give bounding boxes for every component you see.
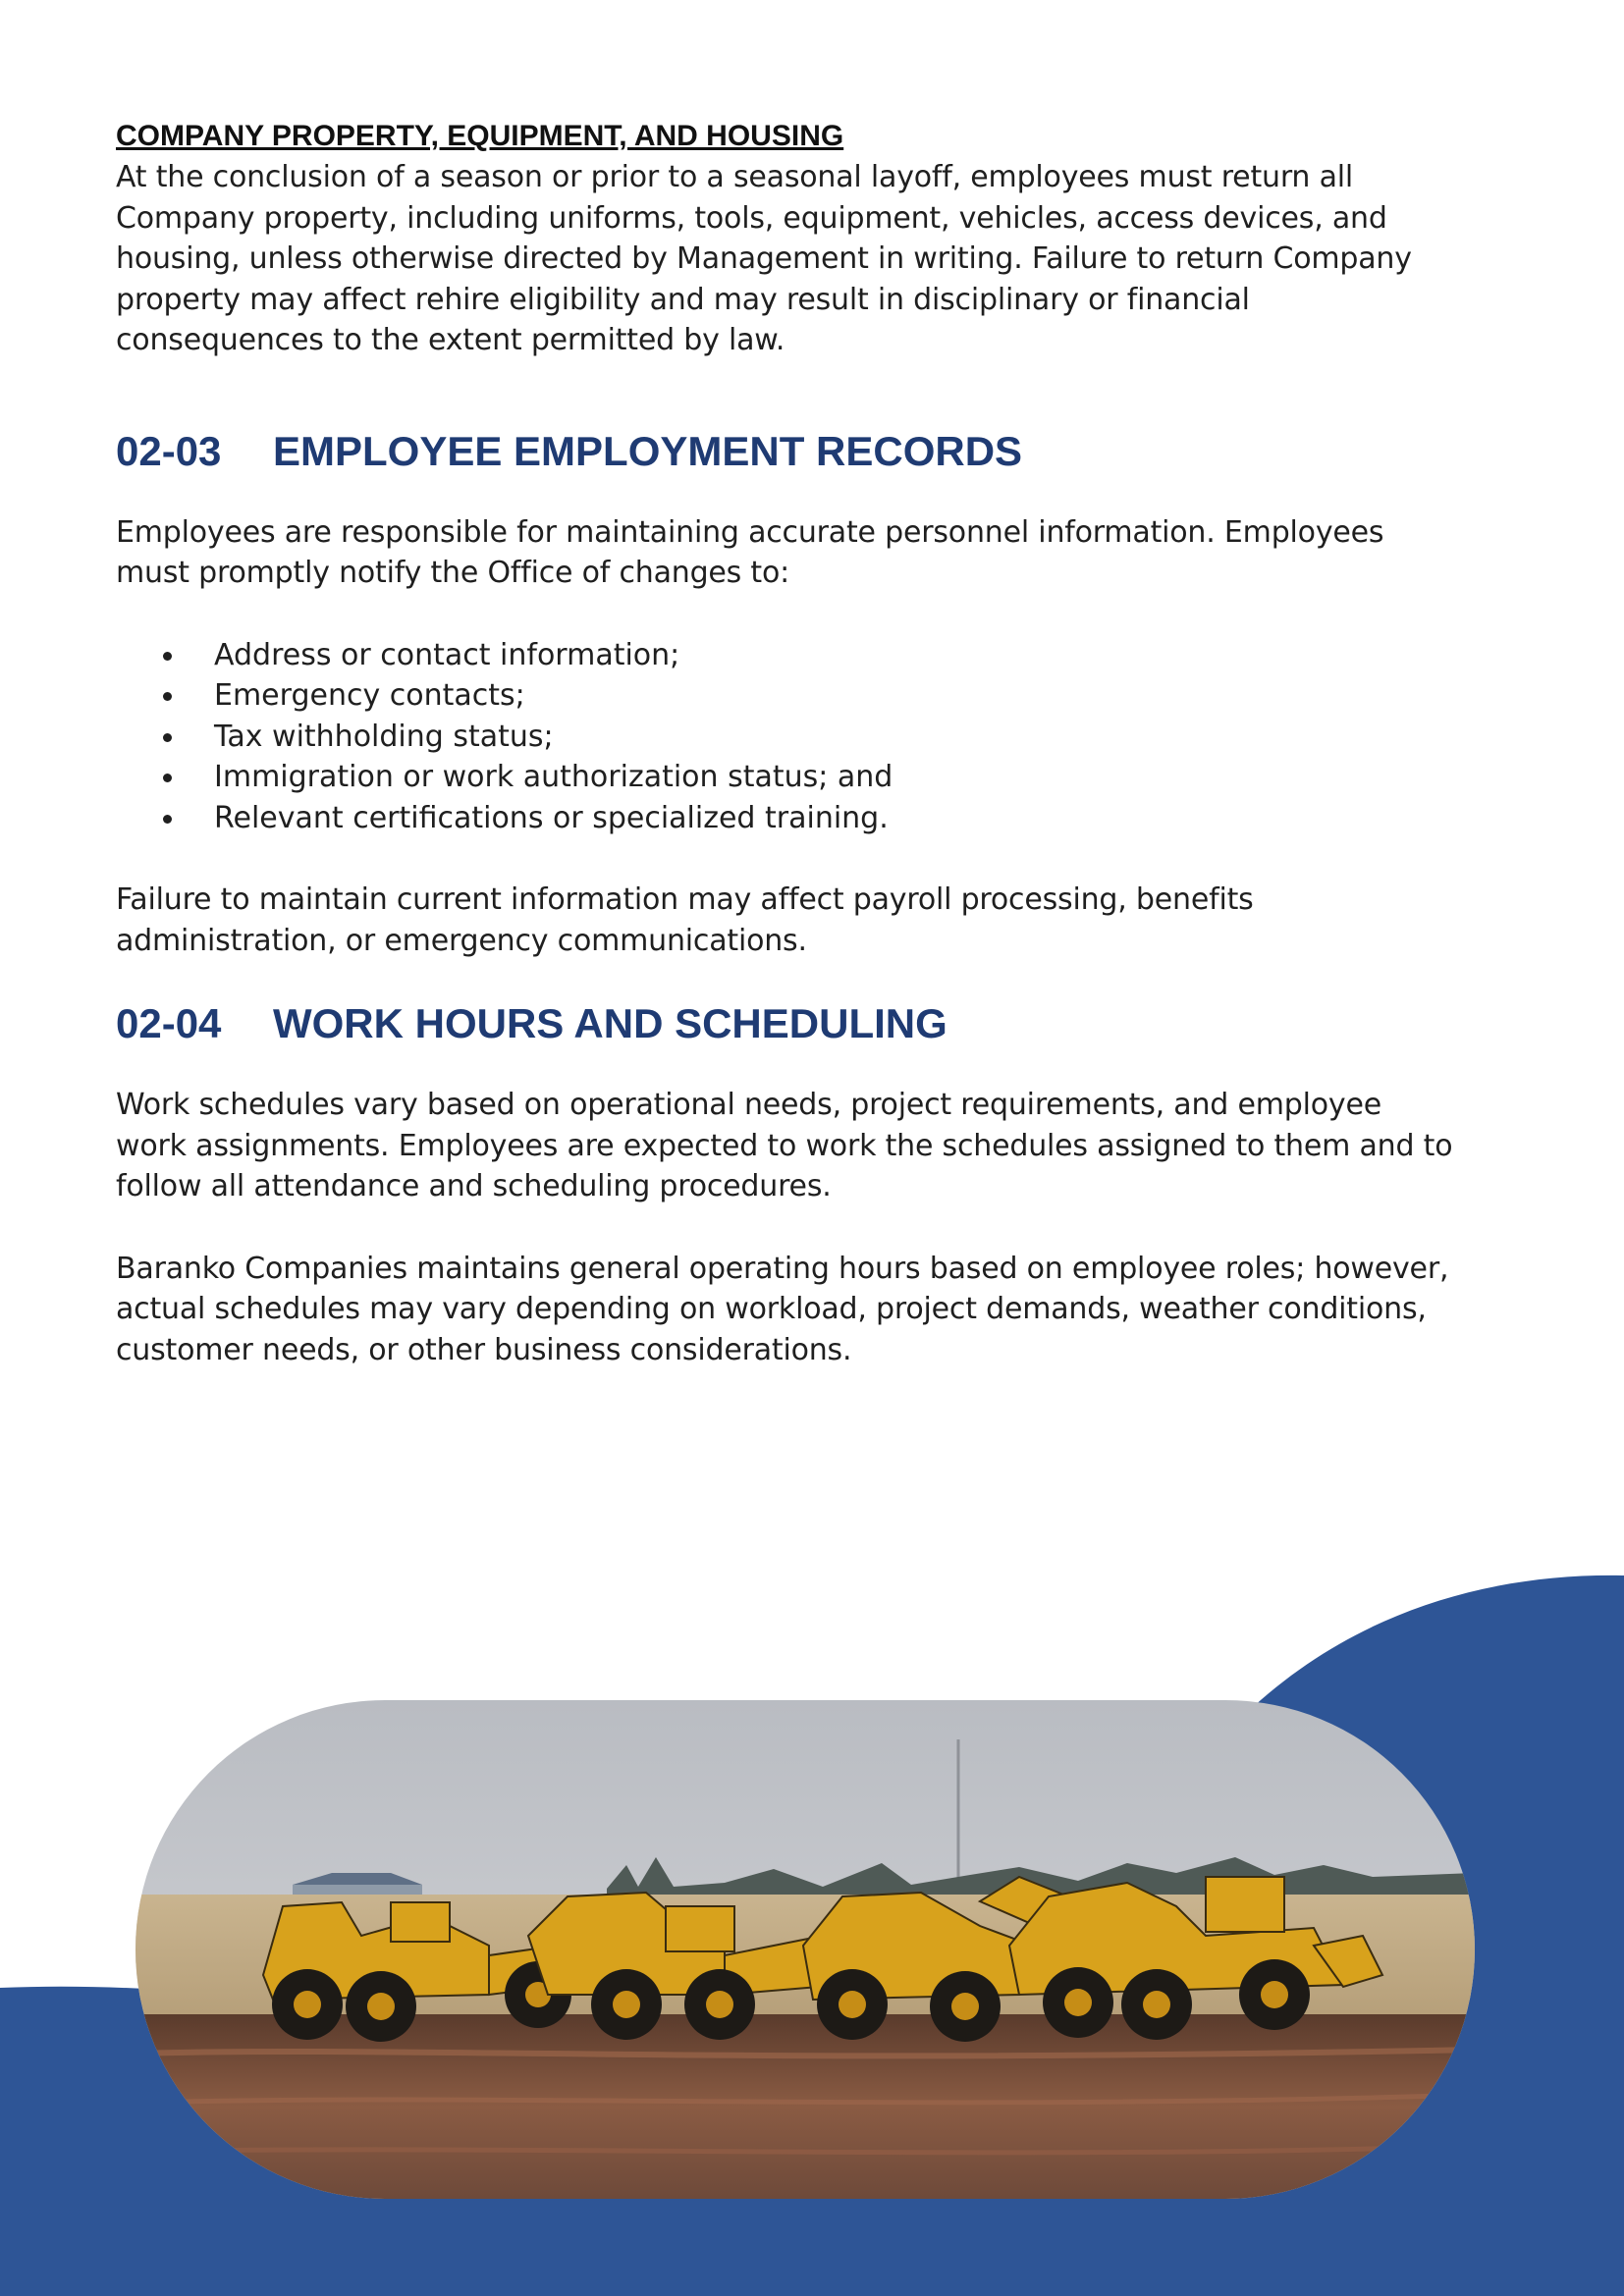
- list-item-text: Address or contact information;: [214, 637, 680, 672]
- bullet-icon: [163, 815, 172, 824]
- paragraph-line: At the conclusion of a season or prior to a seasonal layoff, employees must return all: [116, 160, 1354, 194]
- section-heading: [116, 426, 1520, 477]
- bullet-icon: [163, 774, 172, 782]
- section-company-property: [116, 116, 1520, 361]
- list-item: [116, 635, 1520, 676]
- construction-equipment-photo: [135, 1700, 1475, 2199]
- list-item-text: Tax withholding status;: [214, 719, 554, 754]
- paragraph-line: must promptly notify the Office of changes to:: [116, 556, 790, 590]
- list-item: [116, 798, 1520, 839]
- paragraph-line: Work schedules vary based on operational needs, project requirements, and employee: [116, 1088, 1381, 1122]
- paragraph-line: housing, unless otherwise directed by Management in writing. Failure to return Company: [116, 241, 1412, 276]
- section-number: 02-03: [116, 427, 222, 474]
- paragraph-line: actual schedules may vary depending on workload, project demands, weather conditions,: [116, 1292, 1427, 1326]
- list-item-text: Relevant certifications or specialized training.: [214, 800, 889, 835]
- scrapers-illustration: [135, 1700, 1475, 2199]
- paragraph-line: work assignments. Employees are expected to work the schedules assigned to them and to: [116, 1128, 1453, 1163]
- paragraph-line: property may affect rehire eligibility and may result in disciplinary or financial: [116, 282, 1250, 317]
- list-item: [116, 757, 1520, 798]
- section-title: WORK HOURS AND SCHEDULING: [273, 1000, 947, 1046]
- paragraph-line: Failure to maintain current information may affect payroll processing, benefits: [116, 882, 1254, 917]
- section-0204: [116, 998, 1520, 1370]
- paragraph-line: follow all attendance and scheduling procedures.: [116, 1169, 832, 1203]
- paragraph-line: Company property, including uniforms, tools, equipment, vehicles, access devices, and: [116, 200, 1387, 236]
- section-title: EMPLOYEE EMPLOYMENT RECORDS: [273, 427, 1023, 474]
- paragraph-line: Baranko Companies maintains general operating hours based on employee roles; however,: [116, 1251, 1449, 1286]
- list-item-text: Immigration or work authorization status; and: [214, 760, 893, 794]
- document-content: [116, 116, 1520, 1370]
- list-item: [116, 675, 1520, 717]
- paragraph-line: administration, or emergency communications.: [116, 923, 807, 958]
- list-item: [116, 717, 1520, 758]
- paragraph-line: Employees are responsible for maintaining accurate personnel information. Employees: [116, 514, 1384, 550]
- bullet-icon: [163, 692, 172, 701]
- section-heading: [116, 998, 1520, 1049]
- list-item-text: Emergency contacts;: [214, 678, 525, 713]
- section-number: 02-04: [116, 1000, 222, 1046]
- section-subheading: COMPANY PROPERTY, EQUIPMENT, AND HOUSING: [116, 120, 844, 152]
- section-0203: [116, 426, 1520, 962]
- paragraph-line: customer needs, or other business considerations.: [116, 1332, 852, 1367]
- bullet-icon: [163, 733, 172, 742]
- bullet-icon: [163, 652, 172, 661]
- bullet-list: [116, 635, 1520, 839]
- paragraph-line: consequences to the extent permitted by law.: [116, 323, 785, 357]
